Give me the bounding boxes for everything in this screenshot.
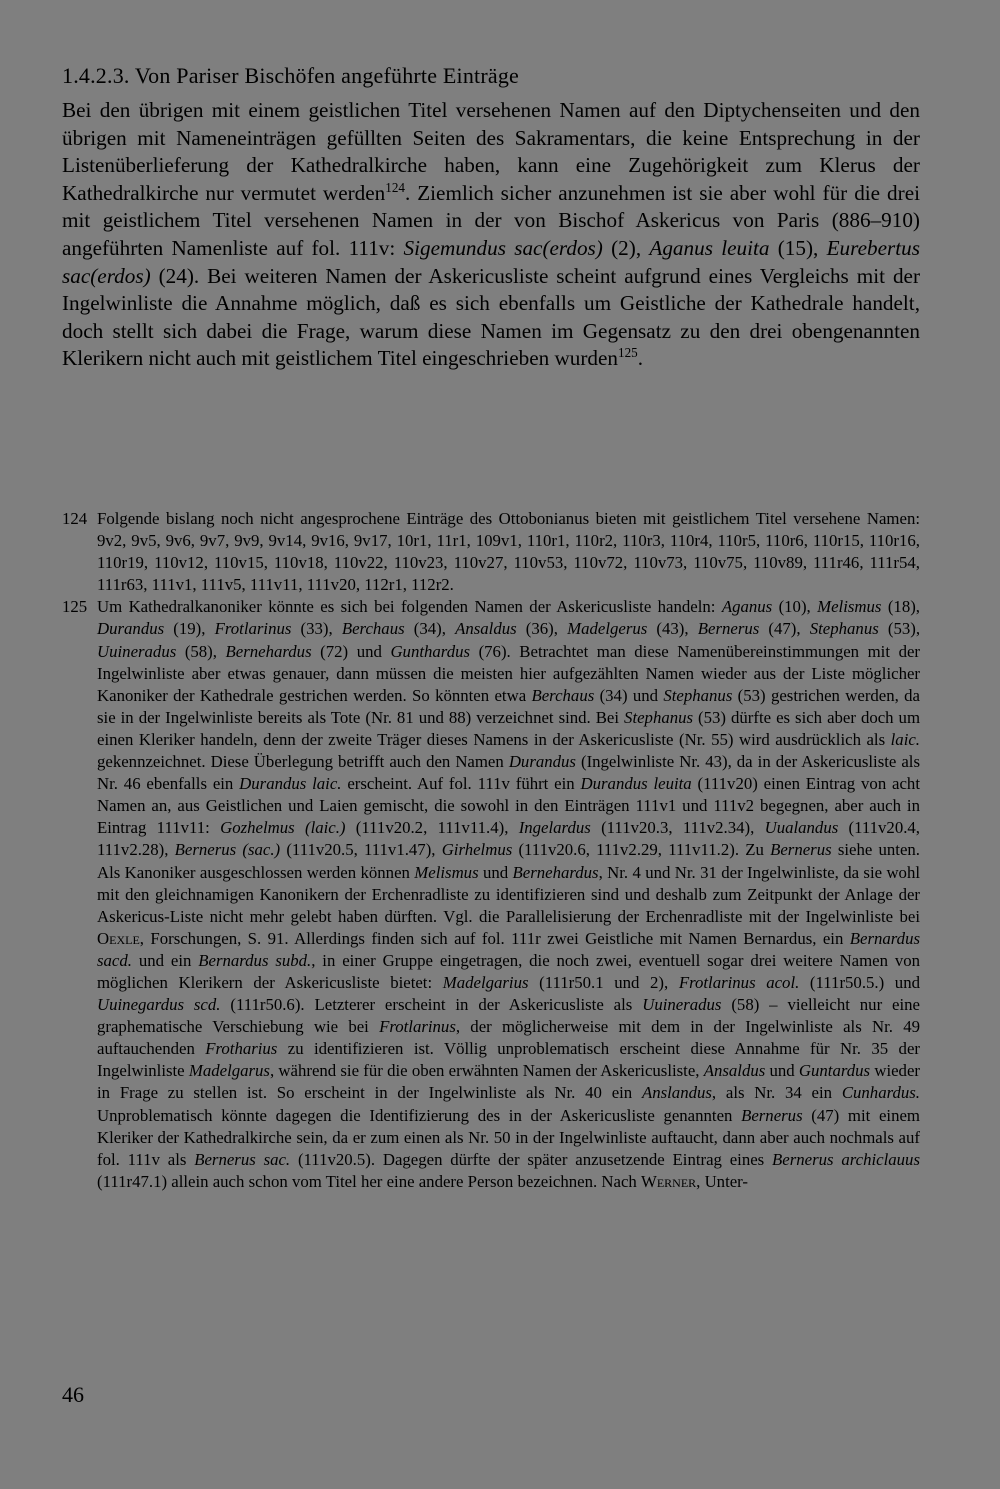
text-span: Um Kathedralkanoniker könnte es sich bei folgenden Namen der Askericusliste handeln: — [97, 597, 722, 617]
text-span: , in einer Gruppe eingetragen, die noch zwei, eventuell sogar drei weitere Namen von möglichen Klerikern der Askericusliste bietet: — [97, 950, 921, 992]
body-paragraph — [62, 97, 920, 373]
footnotes — [62, 508, 920, 1193]
text-span: (Ingelwinliste Nr. 43), da in der Askericusliste als Nr. 46 ebenfalls ein — [97, 752, 920, 794]
text-span: (24). Bei weiteren Namen der Askericusliste scheint aufgrund eines Vergleichs mit der Ingelwinliste die Annahme möglich, daß es sich ebenfalls um Geistliche der Kathedrale handelt, doch stellt sich dabei die Frage, warum diese Namen im Gegensatz zu den drei obengenannten Klerikern nicht auch mit geistlichem Titel eingeschrieben wurden — [62, 263, 920, 371]
footnote-number: 124 — [62, 509, 88, 528]
italic-name: Frotlarinus acol. — [678, 972, 800, 992]
author-name: Werner — [640, 1171, 697, 1191]
italic-name: Stephanus — [624, 707, 694, 727]
text-span: (111v20.2, 111v11.4), — [345, 818, 519, 838]
text-span: und — [478, 862, 513, 882]
italic-name: Uuineradus — [97, 641, 177, 661]
main-text — [62, 97, 920, 373]
text-span: , der möglicherweise mit dem in der Ingelwinliste als Nr. 49 auftauchenden — [97, 1017, 920, 1059]
text-span: (111r47.1) allein auch schon vom Titel her eine andere Person bezeichnen. Nach — [97, 1171, 641, 1191]
italic-name: Anslandus — [641, 1083, 712, 1103]
text-span: und ein — [131, 950, 199, 970]
text-span: Unproblematisch könnte dagegen die Identifizierung des in der Askericusliste genannten — [97, 1105, 742, 1125]
italic-name: Madelgarus — [188, 1061, 270, 1081]
italic-name: Cunhardus. — [841, 1083, 920, 1103]
text-span: , Nr. 4 und Nr. 31 der Ingelwinliste, da sie wohl mit den gleichnamigen Kanonikern der Erchenradliste zu identifizieren sind und deshalb zum Zeitpunkt der Anlage der Askericus-Liste nicht mehr gelebt haben dürften. Vgl. die Parallelisierung der Erchenradliste mit der Ingelwinliste bei — [97, 862, 921, 926]
text-span: (19), — [164, 619, 215, 639]
italic-name: Durandus leuita — [580, 774, 692, 794]
footnote-text: Folgende bislang noch nicht angesprochene Einträge des Ottobonianus bieten mit geistlichem Titel versehene Namen: 9v2, 9v5, 9v6, 9v7, 9v9, 9v14, 9v16, 9v17, 10r1, 11r1, 109v1, 110r1, 110r2, 110r3, 110r4, 110r5, 110r6, 110r15, 110r16, 110r19, 110v12, 110v15, 110v18, 110v22, 110v23, 110v27, 110v53, 110v72, 110v73, 110v75, 110v89, 111r46, 111r54, 111r63, 111v1, 111v5, 111v11, 111v20, 112r1, 112r2. — [97, 509, 920, 595]
text-span: , Forschungen, S. 91. Allerdings finden sich auf fol. 111r zwei Geistliche mit Namen Bernardus, ein — [139, 928, 850, 948]
italic-name: Melismus — [414, 862, 479, 882]
text-span: (33), — [291, 619, 342, 639]
italic-name: Durandus laic. — [239, 774, 342, 794]
name-sigemundus: Sigemundus sac(erdos) — [403, 235, 603, 260]
italic-name: Berchaus — [341, 619, 405, 639]
italic-name: Ansaldus — [703, 1061, 766, 1081]
italic-name: Frotharius — [205, 1039, 278, 1059]
italic-name: Bernerus — [697, 619, 760, 639]
text-span: (111v20.3, 111v2.34), — [590, 818, 765, 838]
text-span: , als Nr. 34 ein — [711, 1083, 842, 1103]
italic-name: Girhelmus — [441, 840, 513, 860]
italic-name: Gunthardus — [390, 641, 471, 661]
italic-name: Guntardus — [798, 1061, 871, 1081]
text-span: wieder in Frage zu stellen ist. So erscheint in der Ingelwinliste als Nr. 40 ein — [97, 1061, 920, 1103]
italic-name: Bernerus — [770, 840, 832, 860]
text-span: und — [765, 1061, 799, 1081]
italic-name: Bernerus (sac.) — [174, 840, 281, 860]
text-span: gekennzeichnet. Diese Überlegung betrifft auch den Namen — [97, 752, 509, 772]
italic-name: Gozhelmus (laic.) — [220, 818, 346, 838]
text-span: (36), — [516, 619, 568, 639]
italic-name: Frotlarinus — [214, 619, 292, 639]
text-span: (111v20.5, 111v1.47), — [280, 840, 442, 860]
italic-name: Durandus — [508, 752, 576, 772]
italic-name: Bernardus sacd. — [97, 928, 920, 970]
text-span: . Ziemlich sicher anzunehmen ist sie aber wohl für die drei mit geistlichem Titel versehenen Namen in der von Bischof Askericus von Paris (886–910) angeführten Namenliste auf fol. 111v: — [62, 180, 920, 260]
text-span: (10), — [772, 597, 818, 617]
italic-name: Uuineradus — [642, 995, 722, 1015]
footnote-number: 125 — [62, 597, 88, 617]
italic-name: Durandus — [97, 619, 165, 639]
italic-name: Ingelardus — [518, 818, 591, 838]
text-span: (58) – vielleicht nur eine graphematische Verschiebung wie bei — [97, 995, 920, 1037]
italic-name: Aganus — [721, 597, 773, 617]
text-span: (43), — [647, 619, 698, 639]
text-span: zu identifizieren ist. Völlig unproblematisch erscheint diese Annahme für Nr. 35 der Ingelwinliste — [97, 1039, 920, 1081]
text-span: (15), — [769, 235, 827, 260]
italic-name: Melismus — [817, 597, 882, 617]
italic-name: Frotlarinus — [379, 1017, 456, 1037]
footnote-124 — [62, 508, 920, 596]
text-span: (53), — [878, 619, 921, 639]
italic-name: Bernehardus — [512, 862, 599, 882]
text-span: erscheint. Auf fol. 111v führt ein — [341, 774, 581, 794]
text-span: (34), — [404, 619, 456, 639]
text-span: (58), — [176, 641, 226, 661]
italic-name: Madelgarius — [442, 972, 529, 992]
text-span: Bei den übrigen mit einem geistlichen Titel versehenen Namen auf den Diptychenseiten und den übrigen mit Nameneinträgen gefüllten Seiten des Sakramentars, die keine Entsprechung in der Listenüberlieferung der Kathedralkirche haben, kann eine Zugehörigkeit zum Klerus der Kathedralkirche nur vermutet werden — [62, 98, 920, 205]
italic-name: Stephanus — [663, 685, 733, 705]
italic-name: Uuinegardus scd. — [97, 995, 221, 1015]
name-aganus: Aganus leuita — [649, 235, 770, 260]
text-span: (111v20) einen Eintrag von acht Namen an, aus Geistlichen und Laien gemischt, die sowohl in den Einträgen 111v1 und 111v2 begegnen, aber auch in Eintrag 111v11: — [97, 774, 920, 838]
text-span: (53) dürfte es sich aber doch um einen Kleriker handeln, denn der zweite Träger dieses Namens in der Askericusliste (Nr. 55) wird ausdrücklich als — [97, 707, 921, 749]
italic-name: Ansaldus — [455, 619, 517, 639]
italic-name: laic. — [890, 729, 920, 749]
footnote-ref-125: 125 — [618, 345, 638, 361]
italic-name: Bernerus — [741, 1105, 803, 1125]
italic-name: Bernardus subd. — [198, 950, 312, 970]
section-heading: 1.4.2.3. Von Pariser Bischöfen angeführte Einträge — [62, 63, 520, 88]
text-span: (2), — [602, 235, 650, 260]
text-span: (47), — [759, 619, 810, 639]
name-eurebertus: Eurebertus sac(erdos) — [62, 235, 920, 288]
text-span: (53) gestrichen werden, da sie in der Ingelwinliste bereits als Tote (Nr. 81 und 88) verzeichnet sind. Bei — [97, 685, 920, 727]
text-span: (111r50.1 und 2), — [528, 972, 679, 992]
italic-name: Berchaus — [531, 685, 595, 705]
footnote-125 — [62, 596, 920, 1193]
text-span: (111v20.6, 111v2.29, 111v11.2). Zu — [512, 840, 771, 860]
text-span: , Unter- — [696, 1171, 749, 1191]
italic-name: Bernerus archiclauus — [772, 1149, 920, 1169]
text-span: (34) und — [594, 685, 664, 705]
text-span: (18), — [881, 597, 920, 617]
italic-name: Bernerus sac. — [194, 1149, 291, 1169]
author-name: Oexle — [97, 928, 140, 948]
text-span: (111v20.5). Dagegen dürfte der später anzusetzende Eintrag eines — [290, 1149, 773, 1169]
text-span: (111v20.4, 111v2.28), — [97, 818, 920, 860]
text-span: (111r50.5.) und — [799, 972, 920, 992]
text-span: , während sie für die oben erwähnten Namen der Askericusliste, — [269, 1061, 704, 1081]
text-span: (111r50.6). Letzterer erscheint in der Askericusliste als — [220, 995, 643, 1015]
footnote-text — [97, 596, 920, 1193]
italic-name: Bernehardus — [225, 641, 312, 661]
text-span: (76). Betrachtet man diese Namenübereinstimmungen mit der Ingelwinliste aber etwas genauer, dann müssen die meisten hier aufgezählten Namen wieder aus der Liste möglicher Kanoniker der Kathedrale gestrichen werden. So könnten etwa — [97, 641, 920, 705]
text-span: (47) mit einem Kleriker der Kathedralkirche sein, da er zum einen als Nr. 50 in der Ingelwinliste auftaucht, dann aber auch nochmals auf fol. 111v als — [97, 1105, 920, 1169]
text-span: siehe unten. Als Kanoniker ausgeschlossen werden können — [97, 840, 920, 882]
italic-name: Stephanus — [809, 619, 879, 639]
footnote-ref-124: 124 — [385, 179, 405, 195]
text-span: (72) und — [311, 641, 391, 661]
text-span: . — [637, 346, 644, 371]
italic-name: Madelgerus — [567, 619, 648, 639]
italic-name: Uualandus — [764, 818, 839, 838]
page-number: 46 — [62, 1382, 84, 1407]
